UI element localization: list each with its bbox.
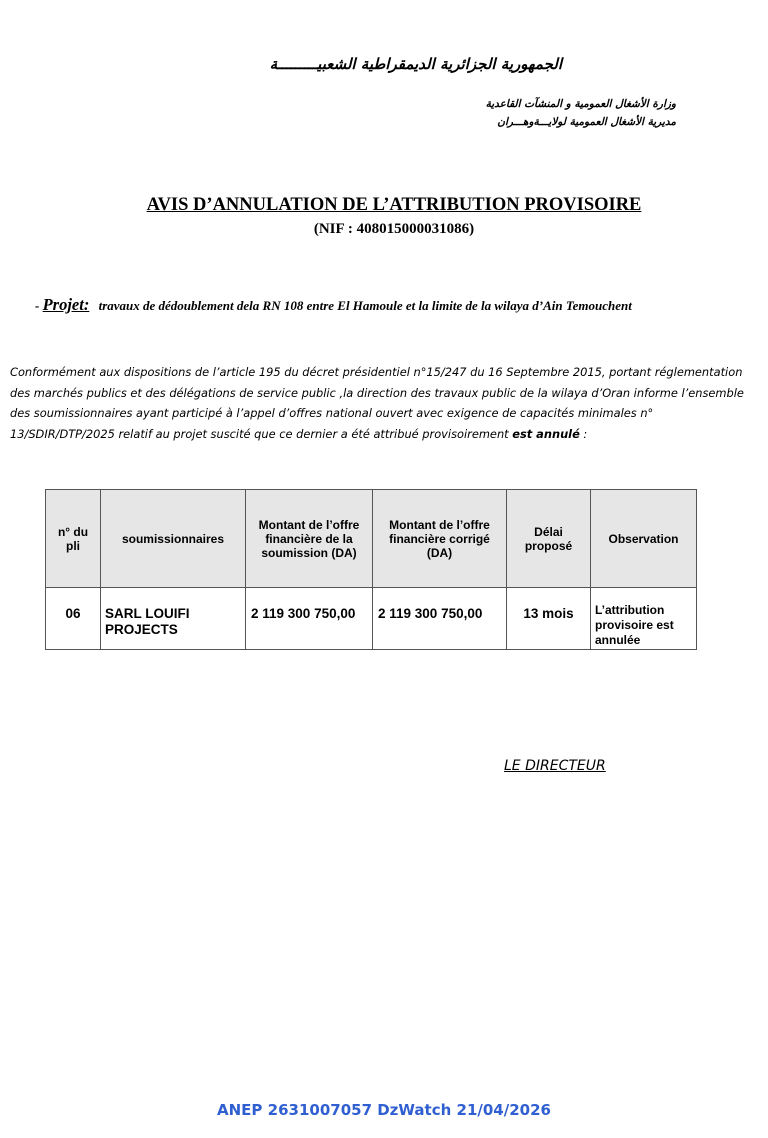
header-montant-corrige: Montant de l’offre financière corrigé (DA) <box>373 490 507 588</box>
signature-label: LE DIRECTEUR <box>504 758 606 774</box>
projet-line <box>35 295 755 315</box>
nif-number: (NIF : 408015000031086) <box>313 221 475 237</box>
header-montant: Montant de l’offre financière de la soumission (DA) <box>246 490 373 588</box>
row-montant: 2 119 300 750,00 <box>246 588 373 650</box>
projet-label: Projet: <box>42 295 90 314</box>
table-header-row <box>46 490 697 588</box>
row-num: 06 <box>46 588 101 650</box>
attribution-table <box>45 489 697 650</box>
table-row <box>46 588 697 650</box>
row-observation: L’attribution provisoire est annulée <box>591 588 697 650</box>
row-montant-corrige: 2 119 300 750,00 <box>373 588 507 650</box>
header-num: n° du pli <box>46 490 101 588</box>
body-text: Conformément aux dispositions de l’article 195 du décret présidentiel n°15/247 du 16 Septembre 2015, portant réglementation des marchés publics et des délégations de service public ,la direction des travaux public de la wilaya d’Oran informe l’ensemble des soumissionnaires ayant participé à l’appel d’offres national ouvert avec exigence de capacités minimales n° 13/SDIR/DTP/2025 relatif au projet suscité que ce dernier a été attribué provisoirement <box>10 365 744 441</box>
body-emphasis: est annulé <box>512 426 580 441</box>
projet-text: travaux de dédoublement dela RN 108 entre El Hamoule et la limite de la wilaya d’Ain Temouchent <box>98 298 632 313</box>
footer-reference: ANEP 2631007057 DzWatch 21/04/2026 <box>217 1101 551 1119</box>
row-name: SARL LOUIFI PROJECTS <box>101 588 246 650</box>
body-paragraph <box>10 362 750 444</box>
projet-dash: - <box>35 298 40 313</box>
document-title <box>0 195 768 216</box>
republic-header: الجمهورية الجزائرية الديمقراطية الشعبيـــــــــة <box>269 55 562 73</box>
body-end: : <box>579 426 588 441</box>
row-delai: 13 mois <box>507 588 591 650</box>
header-observation: Observation <box>591 490 697 588</box>
ministry-name: وزارة الأشغال العمومية و المنشآت القاعدية <box>485 98 676 110</box>
header-delai: Délai proposé <box>507 490 591 588</box>
document-title-text: AVIS D’ANNULATION DE L’ATTRIBUTION PROVISOIRE <box>146 195 642 215</box>
direction-name: مديرية الأشغال العمومية لولايـــةوهـــران <box>497 116 676 128</box>
header-soumissionnaires: soumissionnaires <box>101 490 246 588</box>
